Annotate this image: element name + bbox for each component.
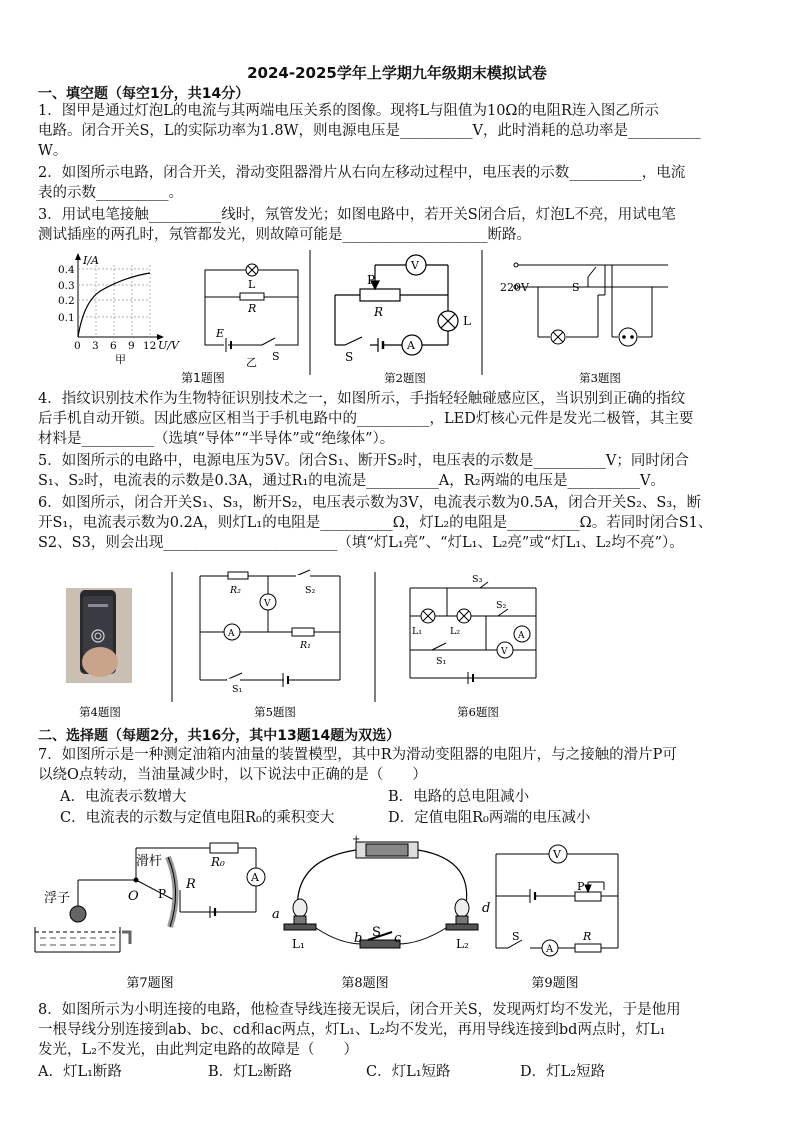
label-L1: L₁ [292,937,305,951]
q1-line-1: 1．图甲是通过灯泡L的电流与其两端电压关系的图像。现将L与阻值为10Ω的电阻R连入图乙所示 [38,103,659,119]
label-R: R [248,302,257,315]
q8-circuit [284,842,478,948]
xtick: 3 [92,340,99,352]
ytick: 0.2 [58,295,75,307]
q3-line-2: 测试插座的两孔时，氖管都发光，则故障可能是____________________断路。 [38,227,531,243]
q7-option-b: B．电路的总电阻减小 [388,789,530,805]
ammeter-label: A [407,339,415,352]
label-S: S [372,925,381,940]
label-huagan: 滑杆 [136,854,163,869]
q8-option-a: A．灯L₁断路 [38,1064,122,1080]
q7-option-d: D．定值电阻R₀两端的电压减小 [388,810,591,826]
ammeter-label: A [518,631,525,641]
caption-q4: 第4题图 [79,705,121,719]
label-S2: S₂ [496,600,507,611]
q7-line-1: 7．如图所示是一种测定油箱内油量的装置模型，其中R为滑动变阻器的电阻片，与之接触的滑片P可 [38,747,677,763]
xtick: 0 [74,340,81,352]
figure-row-2 [0,560,794,720]
q8-line-2: 一根导线分别连接到ab、bc、cd和ac两点，灯L₁、L₂均不发光，再用导线连接到bd两点时，灯L₁ [38,1022,666,1038]
ammeter-label: A [228,629,235,639]
q8-option-b: B．灯L₂断路 [208,1064,293,1080]
ytick: 0.3 [58,280,75,292]
caption-q8: 第8题图 [341,976,389,991]
label-P: P [158,887,167,901]
q7-option-a: A．电流表示数增大 [60,789,187,805]
ytick: 0.4 [58,264,75,276]
q6-line-1: 6．如图所示，闭合开关S₁、S₃，断开S₂，电压表示数为3V，电流表示数为0.5A，闭合开关S₂、S₃，断 [38,495,702,511]
exam-title: 2024-2025学年上学期九年级期末模拟试卷 [247,64,547,82]
xtick: 6 [110,340,117,352]
label-L2: L₂ [456,937,469,951]
label-L1: L₁ [412,626,423,637]
q2-circuit [335,255,458,355]
caption-q5: 第5题图 [254,705,296,719]
q5-line-2: S₁、S₂时，电流表的示数是0.3A，通过R₁的电流是__________A，R₂两端的电压是__________V。 [38,473,665,489]
label-R2: R₂ [230,585,241,596]
ammeter-label: A [251,871,259,884]
label-S: S [345,350,354,364]
figure-row-3 [0,832,794,997]
label-S: S [512,930,520,943]
label-L2: L₂ [450,626,461,637]
q6-line-2: 开S₁，电流表示数为0.2A，则灯L₁的电阻是__________Ω，灯L₂的电阻是__________Ω。若同时闭合S1、 [38,515,713,531]
caption-q2: 第2题图 [384,371,426,385]
q2-line-2: 表的示数__________。 [38,185,183,201]
caption-q9: 第9题图 [531,976,579,991]
q1-line-3: W。 [38,143,68,159]
figure-row-1 [0,245,794,385]
q8-option-d: D．灯L₂短路 [520,1064,606,1080]
q7-line-2: 以绕O点转动，当油量减少时，以下说法中正确的是（ ） [38,767,427,783]
caption-q7: 第7题图 [126,976,174,991]
label-P: P [367,273,376,287]
voltmeter-label: V [411,259,419,272]
graph-xlabel: U/V [158,339,179,352]
label-S1: S₁ [436,656,447,667]
q4-line-1: 4．指纹识别技术作为生物特征识别技术之一，如图所示，手指轻轻触碰感应区，当识别到正确的指纹 [38,391,686,407]
iu-graph [58,253,180,366]
q2-line-1: 2．如图所示电路，闭合开关，滑动变阻器滑片从右向左移动过程中，电压表的示数__________，电流 [38,165,686,181]
xtick: 9 [128,340,135,352]
ytick: 0.1 [58,312,75,324]
caption-q1: 第1题图 [181,371,225,385]
q8-option-c: C．灯L₁短路 [366,1064,451,1080]
label-R1: R₁ [300,640,311,651]
q7-option-c: C．电流表的示数与定值电阻R₀的乘积变大 [60,810,335,826]
caption-q3: 第3题图 [579,371,621,385]
label-P: P [577,880,585,893]
label-S: S [572,281,580,294]
q4-line-3: 材料是__________（选填“导体”“半导体”或“绝缘体”）。 [38,431,395,447]
label-L: L [463,314,471,328]
section-2-heading: 二、选择题（每题2分，共16分，其中13题14题为双选） [38,728,401,744]
voltage-label: 220V [500,281,529,294]
label-R0: R₀ [211,855,225,869]
voltmeter-label: V [264,599,271,609]
voltmeter-label: V [501,647,508,657]
label-c: c [394,931,402,946]
label-R: R [374,305,384,319]
label-fuzi: 浮子 [44,891,71,906]
phone-photo [66,588,132,683]
ammeter-label: A [546,944,554,955]
label-plus: + [352,834,361,845]
q5-line-1: 5．如图所示的电路中，电源电压为5V。闭合S₁、断开S₂时，电压表的示数是__________V；同时闭合 [38,453,689,469]
label-O: O [128,889,139,904]
q5-circuit [200,570,340,687]
label-d: d [482,901,491,916]
voltmeter-label: V [553,848,561,861]
section-1-heading: 一、填空题（每空1分，共14分） [38,86,250,102]
xtick: 12 [143,340,157,352]
label-a: a [272,907,280,922]
graph-sub: 甲 [115,353,126,366]
label-R: R [583,930,592,943]
caption-q6: 第6题图 [457,705,499,719]
label-S3: S₃ [472,574,483,585]
q4-line-2: 后手机自动开锁。因此感应区相当于手机电路中的__________，LED灯核心元件是发光二极管，其主要 [38,411,694,427]
circuit-b-sub: 乙 [246,356,257,369]
q8-line-3: 发光，L₂不发光，由此判定电路的故障是（ ） [38,1042,358,1058]
q3-line-1: 3．用试电笔接触__________线时，氖管发光；如图电路中，若开关S闭合后，灯泡L不亮，用试电笔 [38,207,676,223]
label-S1: S₁ [232,684,243,695]
label-b: b [354,931,363,946]
q1-line-2: 电路。闭合开关S，L的实际功率为1.8W，则电源电压是__________V，此时消耗的总功率是__________ [38,123,701,139]
label-S2: S₂ [305,585,316,596]
label-L: L [248,278,256,291]
q8-line-1: 8．如图所示为小明连接的电路，他检查导线连接无误后，闭合开关S，发现两灯均不发光，于是他用 [38,1002,681,1018]
label-S: S [272,350,280,363]
label-E: E [216,327,225,340]
q3-circuit [514,263,668,353]
label-R: R [186,877,196,892]
graph-ylabel: I/A [83,254,99,267]
q6-line-3: S2、S3，则会出现________________________（填“灯L₁亮”、“灯L₁、L₂亮”或“灯L₁、L₂均不亮”）。 [38,535,684,551]
